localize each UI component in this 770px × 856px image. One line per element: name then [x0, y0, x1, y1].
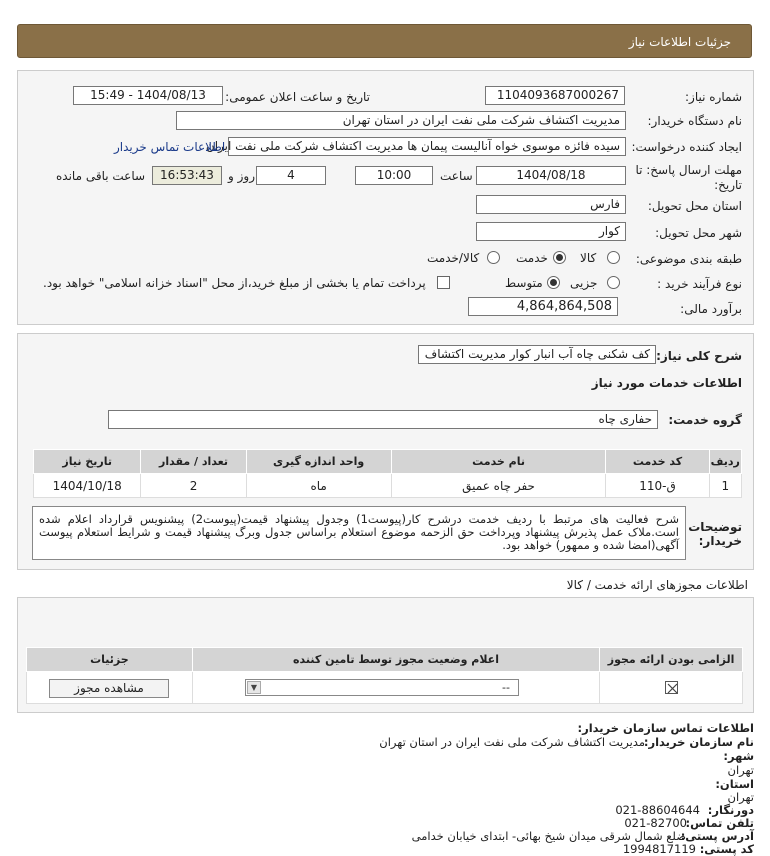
- city-label: شهر محل تحویل:: [655, 226, 742, 240]
- summary-label: شرح کلی نیاز:: [656, 349, 742, 363]
- cell-service-name: حفر چاه عمیق: [391, 474, 606, 498]
- deadline-time-field: 10:00: [355, 166, 433, 185]
- col-service-name: نام خدمت: [391, 450, 606, 474]
- buyer-notes-label: توضیحات خریدار:: [688, 520, 742, 548]
- category-label: طبقه بندی موضوعی:: [635, 252, 742, 266]
- cell-row: 1: [709, 474, 741, 498]
- contact-fax-label: دورنگار:: [707, 803, 754, 817]
- treasury-payment-checkbox[interactable]: [437, 276, 450, 289]
- category-option-goods: کالا: [580, 251, 597, 265]
- process-radio-minor[interactable]: [607, 276, 620, 289]
- announce-label: تاریخ و ساعت اعلان عمومی:: [225, 90, 370, 104]
- col-need-date: تاریخ نیاز: [34, 450, 141, 474]
- col-service-code: کد خدمت: [606, 450, 709, 474]
- category-option-service: خدمت: [516, 251, 548, 265]
- city-field: کوار: [476, 222, 626, 241]
- buyer-org-label: نام دستگاه خریدار:: [647, 114, 742, 128]
- x-mark-icon: [666, 682, 679, 695]
- remaining-label: ساعت باقی مانده: [56, 169, 146, 183]
- permit-status-select[interactable]: [245, 679, 519, 696]
- col-permit-details: جزئیات: [27, 648, 193, 672]
- creator-field: سیده فائزه موسوی خواه آنالیست پیمان ها مدیریت اکتشاف شرکت ملی نفت ایران: [228, 137, 626, 156]
- process-radio-medium[interactable]: [547, 276, 560, 289]
- contact-city-value: تهران: [727, 763, 754, 777]
- creator-label: ایجاد کننده درخواست:: [631, 140, 742, 154]
- contact-phone-value: 021-82700: [624, 816, 687, 830]
- buyer-notes-text: شرح فعالیت های مرتبط با ردیف خدمت درشرح کار(پیوست1) وجدول پیشنهاد قیمت(پیوست2) پیشنویس قرارداد اعلام شده است.ملاک عمل پذیرش پیشنهاد وپرداخت حق الزحمه موضوع استعلام براساس جدول وبرگ پیشنهاد قیمت و شرایط استعلام پیوست آگهی(امضا شده و ممهور) خواهد بود.: [32, 506, 686, 560]
- col-unit: واحد اندازه گیری: [246, 450, 391, 474]
- contact-province-value: تهران: [727, 790, 754, 804]
- permits-title: اطلاعات مجوزهای ارائه خدمت / کالا: [566, 578, 748, 592]
- province-label: استان محل تحویل:: [647, 199, 742, 213]
- table-row: [34, 474, 742, 498]
- days-label: روز و: [228, 169, 255, 183]
- need-number-field: 1104093687000267: [485, 86, 625, 105]
- cell-need-date: 1404/10/18: [34, 474, 141, 498]
- col-quantity: تعداد / مقدار: [141, 450, 246, 474]
- category-radio-service[interactable]: [553, 251, 566, 264]
- budget-field: 4,864,864,508: [468, 297, 618, 316]
- col-permit-required: الزامی بودن ارائه مجوز: [600, 648, 743, 672]
- contact-postal-value: 1994817119: [622, 842, 696, 856]
- col-permit-status: اعلام وضعیت مجوز توسط تامین کننده: [192, 648, 599, 672]
- summary-field: کف شکنی چاه آب انبار کوار مدیریت اکتشاف: [418, 345, 656, 364]
- buyer-contact-link[interactable]: اطلاعات تماس خریدار: [114, 140, 226, 154]
- contact-fax-value: 021-88604644: [615, 803, 700, 817]
- process-label: نوع فرآیند خرید :: [657, 277, 742, 291]
- view-permit-button[interactable]: مشاهده مجوز: [49, 679, 169, 698]
- contact-province-label: استان:: [715, 777, 754, 791]
- remaining-time-field: 16:53:43: [152, 166, 222, 185]
- category-radio-goods[interactable]: [607, 251, 620, 264]
- cell-service-code: ق-110: [606, 474, 709, 498]
- page-title: جزئیات اطلاعات نیاز: [628, 35, 731, 49]
- contact-city-label: شهر:: [723, 749, 754, 763]
- permit-required-checkbox: [665, 681, 678, 694]
- buyer-org-field: مدیریت اکتشاف شرکت ملی نفت ایران در استان تهران: [176, 111, 626, 130]
- deadline-date-field: 1404/08/18: [476, 166, 626, 185]
- contact-title: اطلاعات تماس سازمان خریدار:: [577, 721, 754, 735]
- cell-unit: ماه: [246, 474, 391, 498]
- services-title: اطلاعات خدمات مورد نیاز: [591, 376, 742, 390]
- contact-postal-label: کد پستی:: [699, 842, 754, 856]
- page-header: [17, 24, 752, 58]
- deadline-label: مهلت ارسال پاسخ: تا تاریخ:: [635, 163, 742, 192]
- treasury-payment-note: پرداخت تمام یا بخشی از مبلغ خرید،از محل "اسناد خزانه اسلامی" خواهد بود.: [43, 276, 426, 290]
- cell-quantity: 2: [141, 474, 246, 498]
- contact-address-value: ضلع شمال شرقی میدان شیخ بهائی- ابتدای خیابان خدامی: [411, 829, 686, 843]
- budget-label: برآورد مالی:: [680, 302, 742, 316]
- col-row: ردیف: [709, 450, 741, 474]
- chevron-down-icon[interactable]: ▼: [247, 681, 261, 694]
- contact-address-label: آدرس پستی:: [680, 829, 754, 843]
- province-field: فارس: [476, 195, 626, 214]
- process-option-medium: متوسط: [505, 276, 543, 290]
- category-option-goods-service: کالا/خدمت: [427, 251, 480, 265]
- service-group-field: حفاری چاه: [108, 410, 658, 429]
- contact-org-value: مدیریت اکتشاف شرکت ملی نفت ایران در استان تهران: [379, 735, 645, 749]
- contact-phone-label: تلفن تماس:: [685, 816, 754, 830]
- announce-field: 1404/08/13 - 15:49: [73, 86, 223, 105]
- time-label: ساعت: [440, 169, 473, 183]
- permit-status-value: --: [502, 681, 510, 694]
- days-field: 4: [256, 166, 326, 185]
- process-option-minor: جزیی: [570, 276, 598, 290]
- category-radio-goods-service[interactable]: [487, 251, 500, 264]
- items-table: [33, 449, 742, 498]
- contact-org-label: نام سازمان خریدار:: [643, 735, 754, 749]
- need-number-label: شماره نیاز:: [685, 90, 742, 104]
- service-group-label: گروه خدمت:: [668, 413, 742, 427]
